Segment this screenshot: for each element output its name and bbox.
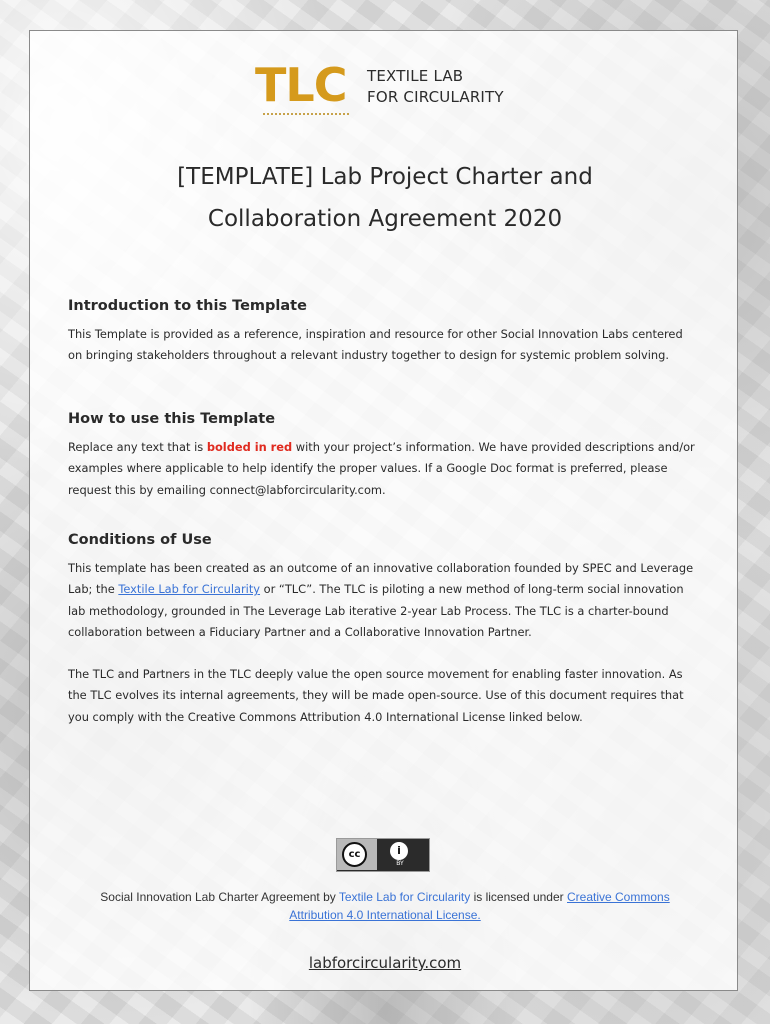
- howto-body-post: with your project’s information. We have provided descriptions and/or examples where applicable to help identify the proper values. If a Google Doc format is preferred, please request this by emailing connect@labforcircularity.com.: [68, 440, 695, 497]
- intro-body: This Template is provided as a reference, inspiration and resource for other Social Innovation Labs centered on bringing stakeholders throughout a relevant industry together to design for systemic problem solving.: [68, 327, 683, 363]
- tlc-link[interactable]: Textile Lab for Circularity: [118, 582, 261, 597]
- howto-section: [68, 409, 698, 501]
- attribution-person-icon: i: [390, 842, 408, 860]
- logo-wordmark: [367, 66, 504, 108]
- intro-heading: Introduction to this Template: [68, 298, 307, 314]
- license-org-link[interactable]: Textile Lab for Circularity: [338, 890, 471, 904]
- license-cc-link[interactable]: Creative Commons Attribution 4.0 International License.: [289, 890, 670, 922]
- logo-line-1: TEXTILE LAB: [367, 67, 464, 85]
- logo-mark: TLC: [255, 58, 347, 112]
- conditions-paragraph-1: [68, 558, 698, 643]
- howto-heading: How to use this Template: [68, 411, 276, 427]
- document-title: [70, 156, 700, 240]
- tlc-logo: [255, 60, 525, 120]
- conditions-heading: Conditions of Use: [68, 532, 212, 548]
- intro-section: [68, 296, 698, 367]
- license-pre: Social Innovation Lab Charter Agreement by: [100, 890, 339, 904]
- title-line-1: [TEMPLATE] Lab Project Charter and: [177, 164, 593, 190]
- howto-body: [68, 437, 698, 501]
- cc-by-label: BY: [396, 860, 404, 867]
- logo-underline-decoration: [263, 110, 349, 115]
- logo-line-2: FOR CIRCULARITY: [367, 88, 504, 106]
- cc-by-badge[interactable]: [336, 838, 430, 872]
- creative-commons-icon: cc: [342, 842, 367, 867]
- howto-body-red: bolded in red: [206, 440, 293, 454]
- footer-website-link[interactable]: labforcircularity.com: [308, 954, 462, 972]
- title-line-2: Collaboration Agreement 2020: [207, 206, 563, 232]
- conditions-section: [68, 530, 698, 728]
- license-mid: is licensed under: [470, 890, 567, 904]
- conditions-p1-post: or “TLC”. The TLC is piloting a new method of long-term social innovation lab methodology, grounded in The Leverage Lab iterative 2-year Lab Process. The TLC is a charter-bound collaboration between a Fiduciary Partner and a Collaborative Innovation Partner.: [68, 582, 684, 639]
- howto-body-pre: Replace any text that is: [68, 440, 207, 454]
- license-notice: [90, 888, 680, 924]
- conditions-p1-pre: This template has been created as an outcome of an innovative collaboration founded by SPEC and Leverage Lab; the: [68, 561, 694, 597]
- conditions-paragraph-2: The TLC and Partners in the TLC deeply value the open source movement for enabling faster innovation. As the TLC evolves its internal agreements, they will be made open-source. Use of this document requires that you comply with the Creative Commons Attribution 4.0 International License linked below.: [68, 667, 684, 724]
